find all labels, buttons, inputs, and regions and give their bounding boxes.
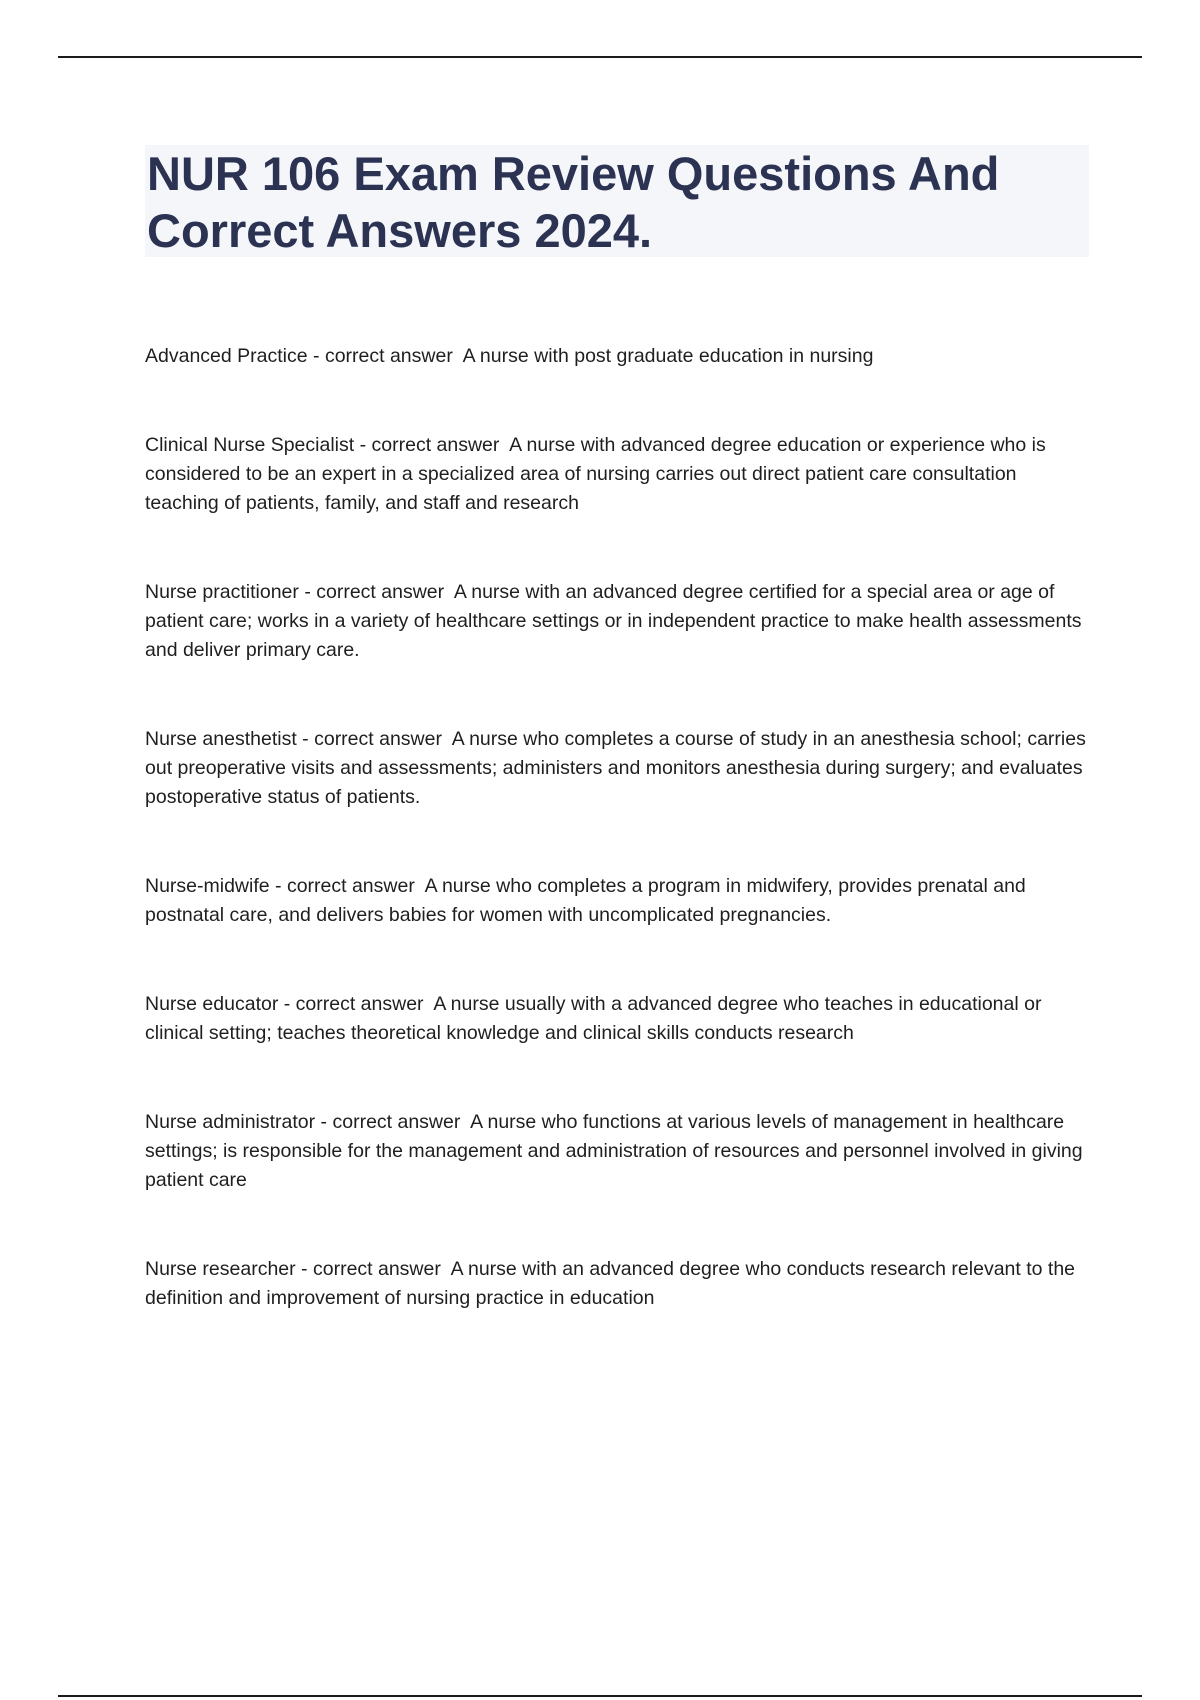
entry-label: correct answer: [324, 345, 453, 367]
entry-separator: -: [295, 1258, 313, 1280]
header-rule: [58, 56, 1142, 58]
entry-answer: A nurse who completes a program in midwifery, provides prenatal and postnatal care, and delivers babies for women with uncomplicated pregnancies.: [145, 875, 1026, 926]
qa-entry: [145, 431, 1090, 518]
entry-term: Nurse-midwife: [145, 875, 270, 897]
qa-list: [145, 342, 1090, 1373]
entry-label: correct answer: [312, 1258, 441, 1280]
entry-term: Nurse educator: [145, 993, 279, 1015]
entry-answer: A nurse with advanced degree education or experience who is considered to be an expert in a specialized area of nursing carries out direct patient care consultation teaching of patients, family, and staff and research: [145, 434, 1046, 514]
entry-separator: -: [296, 728, 315, 750]
footer-rule: [58, 1695, 1142, 1697]
entry-term: Nurse administrator: [145, 1111, 316, 1133]
entry-separator: -: [278, 993, 296, 1015]
entry-answer: A nurse who completes a course of study in an anesthesia school; carries out preoperative visits and assessments; administers and monitors anesthesia during surgery; and evaluates postoperative status of patients.: [145, 728, 1086, 808]
qa-entry: [145, 725, 1090, 812]
title-block: [145, 145, 1089, 257]
entry-answer: A nurse with an advanced degree who conducts research relevant to the definition and improvement of nursing practice in education: [145, 1258, 1076, 1309]
qa-entry: [145, 1108, 1090, 1195]
qa-entry: [145, 1255, 1090, 1313]
entry-separator: -: [307, 345, 325, 367]
entry-answer: A nurse with post graduate education in nursing: [462, 345, 874, 367]
entry-term: Nurse practitioner: [145, 581, 299, 603]
qa-entry: [145, 342, 1090, 371]
qa-entry: [145, 872, 1090, 930]
entry-label: correct answer: [371, 434, 500, 456]
entry-term: Nurse anesthetist: [145, 728, 297, 750]
entry-answer: A nurse who functions at various levels of management in healthcare settings; is responsible for the management and administration of resources and personnel involved in giving patient care: [145, 1111, 1083, 1191]
entry-label: correct answer: [314, 728, 442, 750]
entry-label: correct answer: [286, 875, 415, 897]
entry-term: Clinical Nurse Specialist: [145, 434, 355, 456]
document-title: NUR 106 Exam Review Questions And Correct Answers 2024.: [147, 147, 1000, 257]
entry-answer: A nurse usually with a advanced degree who teaches in educational or clinical setting; teaches theoretical knowledge and clinical skills conducts research: [145, 993, 1042, 1044]
entry-separator: -: [269, 875, 287, 897]
entry-label: correct answer: [295, 993, 424, 1015]
entry-separator: -: [315, 1111, 333, 1133]
entry-label: correct answer: [332, 1111, 461, 1133]
entry-term: Nurse researcher: [145, 1258, 296, 1280]
entry-separator: -: [298, 581, 317, 603]
entry-answer: A nurse with an advanced degree certified for a special area or age of patient care; works in a variety of healthcare settings or in independent practice to make health assessments and deliver primary care.: [145, 581, 1082, 661]
entry-label: correct answer: [316, 581, 445, 603]
qa-entry: [145, 990, 1090, 1048]
qa-entry: [145, 578, 1090, 665]
entry-term: Advanced Practice: [145, 345, 308, 367]
entry-separator: -: [354, 434, 372, 456]
